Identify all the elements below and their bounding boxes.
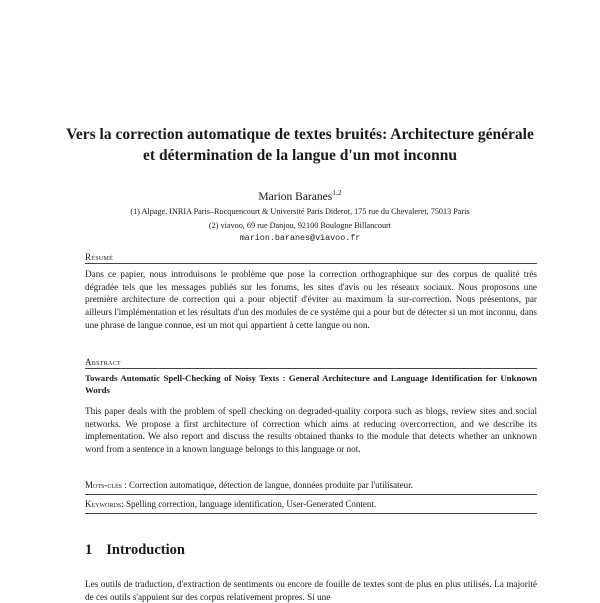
- keywords-en-label: Keywords: [85, 499, 122, 509]
- section-title: Introduction: [106, 542, 185, 558]
- keywords-fr-text: Correction automatique, détection de langue, données produite par l'utilisateur.: [129, 480, 413, 490]
- resume-text: Dans ce papier, nous introduisons le problème que pose la correction orthographique sur des corpus de qualité très dégradée tels que les messages publiés sur les forums, les sites d'avis ou les réseaux sociaux. Nous proposons une première architecture de correction qui a pour objectif d'éviter au maximum la sur-correction. Nous présentons, par ailleurs l'implémentation et les résultats d'un des modules de ce système qui a pour but de détecter si un mot inconnu, dans une phrase de langue connue, est un mot qui appartient à cette langue ou non.: [85, 269, 537, 330]
- keywords-fr: Mots-clés : Correction automatique, détection de langue, données produite par l'utilisateur.: [85, 479, 537, 495]
- abstract-text: This paper deals with the problem of spell checking on degraded-quality corpora such as blogs, review sites and social networks. We propose a first architecture of correction which aims at reducing overcorrection, and we describe its implementation. We also report and discuss the results obtained thanks to the module that detects whether an unknown word from a sentence in a known language belongs to this language or not.: [85, 406, 537, 455]
- keywords-en: Keywords: Spelling correction, language identification, User-Generated Content.: [85, 498, 537, 514]
- resume-heading: [85, 251, 537, 264]
- affiliation-1: (1) Alpage, INRIA Paris–Rocquencourt & Université Paris Diderot, 175 rue du Chevaleret, 75013 Paris: [130, 207, 470, 216]
- section-number: 1: [85, 542, 93, 558]
- abstract-heading: [85, 356, 537, 369]
- author-line: [0, 188, 600, 203]
- affiliation-2: (2) viavoo, 69 rue Danjou, 92100 Boulogne Billancourt: [208, 221, 392, 230]
- paper-title: Vers la correction automatique de textes bruités: Architecture générale et détermination de la langue d'un mot inconnu: [66, 126, 534, 164]
- resume-heading-label: Résumé: [85, 252, 117, 262]
- author-name: Marion Baranes: [258, 190, 333, 203]
- keywords-en-text: Spelling correction, language identification, User-Generated Content.: [125, 499, 377, 509]
- section-heading-introduction: [85, 542, 185, 559]
- keywords-fr-label: Mots-clés: [85, 480, 123, 490]
- author-superscript: 1,2: [332, 188, 342, 197]
- introduction-text: Les outils de traduction, d'extraction de sentiments ou encore de fouille de textes sont de plus en plus utilisés. La majorité de ces outils s'appuient sur des corpus relativement propres. Si une: [85, 579, 537, 602]
- author-email: marion.baranes@viavoo.fr: [239, 233, 361, 243]
- abstract-title: Towards Automatic Spell-Checking of Noisy Texts : General Architecture and Language Identification for Unknown Words: [85, 373, 537, 395]
- abstract-heading-label: Abstract: [85, 357, 125, 367]
